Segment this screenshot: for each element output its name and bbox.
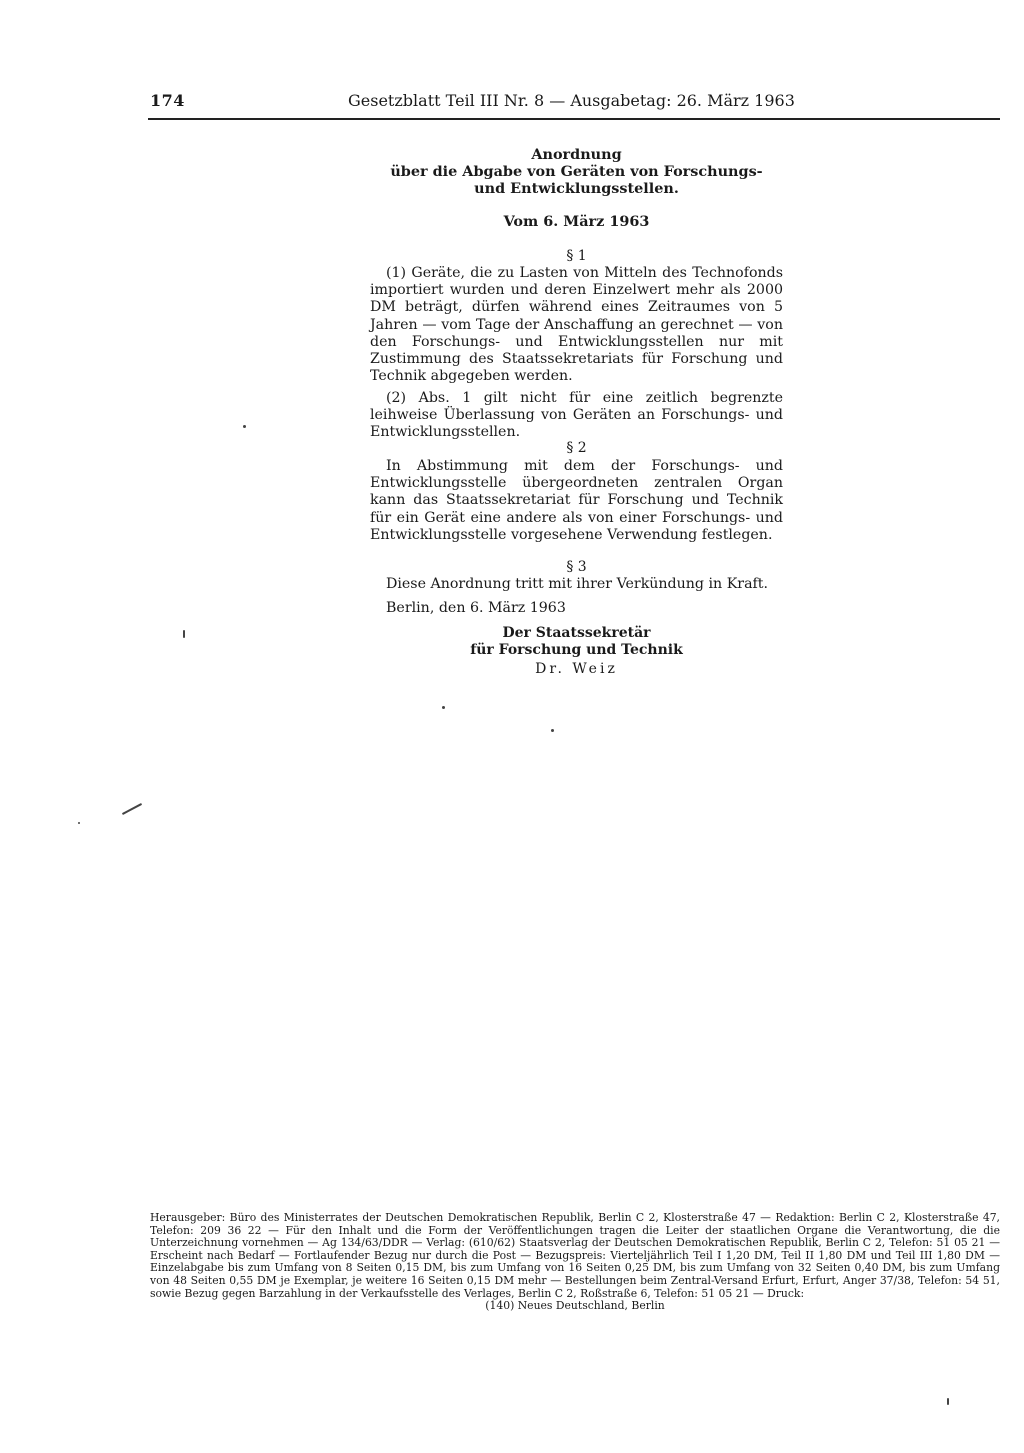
authority-line-1: Der Staatssekretär — [502, 625, 651, 641]
title-line-3: und Entwicklungsstellen. — [474, 180, 679, 197]
place-date: Berlin, den 6. März 1963 — [386, 600, 566, 616]
section-3-heading: § 3 — [566, 559, 587, 575]
page-header — [150, 91, 998, 113]
imprint-text: Herausgeber: Büro des Ministerrates der Deutschen Demokratischen Republik, Berlin C 2, Klosterstraße 47 — Redaktion: Berlin C 2, Klosterstraße 47, Telefon: 209 36 22 — Für den Inhalt und die Form der Veröffentlichungen tragen die Leiter der staatlichen Organe die Verantwortung, die die Unterzeichnung vornehmen — Ag 134/63/DDR — Verlag: (610/62) Staatsverlag der Deutschen Demokratischen Republik, Berlin C 2, Telefon: 51 05 21 — Erscheint nach Bedarf — Fortlaufender Bezug nur durch die Post — Bezugspreis: Vierteljährlich Teil I 1,20 DM, Teil II 1,80 DM und Teil III 1,80 DM — Einzelabgabe bis zum Umfang von 8 Seiten 0,15 DM, bis zum Umfang von 16 Seiten 0,25 DM, bis zum Umfang von 32 Seiten 0,40 DM, bis zum Umfang von 48 Seiten 0,55 DM je Exemplar, je weitere 16 Seiten 0,15 DM mehr — Bestellungen beim Zentral-Versand Erfurt, Erfurt, Anger 37/38, Telefon: 54 51, sowie Bezug gegen Barzahlung in der Verkaufsstelle des Verlages, Berlin C 2, Roßstraße 6, Telefon: 51 05 21 — Druck: — [150, 1211, 1000, 1300]
document-date: Vom 6. März 1963 — [503, 213, 650, 230]
page-number: 174 — [150, 91, 185, 110]
document-title — [370, 146, 783, 197]
section-1-heading: § 1 — [566, 248, 587, 264]
scan-stroke — [122, 803, 142, 815]
title-line-1: Anordnung — [531, 146, 622, 163]
section-2-paragraph: In Abstimmung mit dem der Forschungs- und Entwicklungsstelle übergeordneten zentralen Organ kann das Staatssekretariat für Forschung und Technik für ein Gerät eine andere als von einer Forschungs- und Entwicklungsstelle vorgesehene Verwendung festlegen. — [370, 458, 783, 543]
header-rule — [148, 118, 1000, 120]
title-line-2: über die Abgabe von Geräten von Forschungs- — [390, 163, 763, 180]
signer-name: Dr. Weiz — [535, 661, 618, 677]
scan-speck — [442, 706, 445, 709]
scan-speck — [551, 729, 554, 732]
imprint — [150, 1212, 1000, 1313]
signing-authority — [370, 625, 783, 659]
scan-speck — [183, 630, 185, 638]
section-2-heading: § 2 — [566, 440, 587, 456]
section-1-paragraph-1: (1) Geräte, die zu Lasten von Mitteln des Technofonds importiert wurden und deren Einzelwert mehr als 2000 DM beträgt, dürfen während eines Zeitraumes von 5 Jahren — vom Tage der Anschaffung an gerechnet — von den Forschungs- und Entwicklungsstellen nur mit Zustimmung des Staatssekretariats für Forschung und Technik abgegeben werden. — [370, 265, 783, 385]
scan-speck — [78, 822, 80, 824]
section-1-paragraph-2: (2) Abs. 1 gilt nicht für eine zeitlich begrenzte leihweise Überlassung von Geräten an Forschungs- und Entwicklungsstellen. — [370, 390, 783, 441]
scan-speck — [947, 1398, 949, 1405]
imprint-printer: (140) Neues Deutschland, Berlin — [485, 1299, 665, 1313]
running-title: Gesetzblatt Teil III Nr. 8 — Ausgabetag: 26. März 1963 — [348, 91, 795, 110]
authority-line-2: für Forschung und Technik — [470, 642, 683, 658]
scan-speck — [243, 425, 246, 428]
section-3-paragraph: Diese Anordnung tritt mit ihrer Verkündung in Kraft. — [386, 576, 768, 592]
